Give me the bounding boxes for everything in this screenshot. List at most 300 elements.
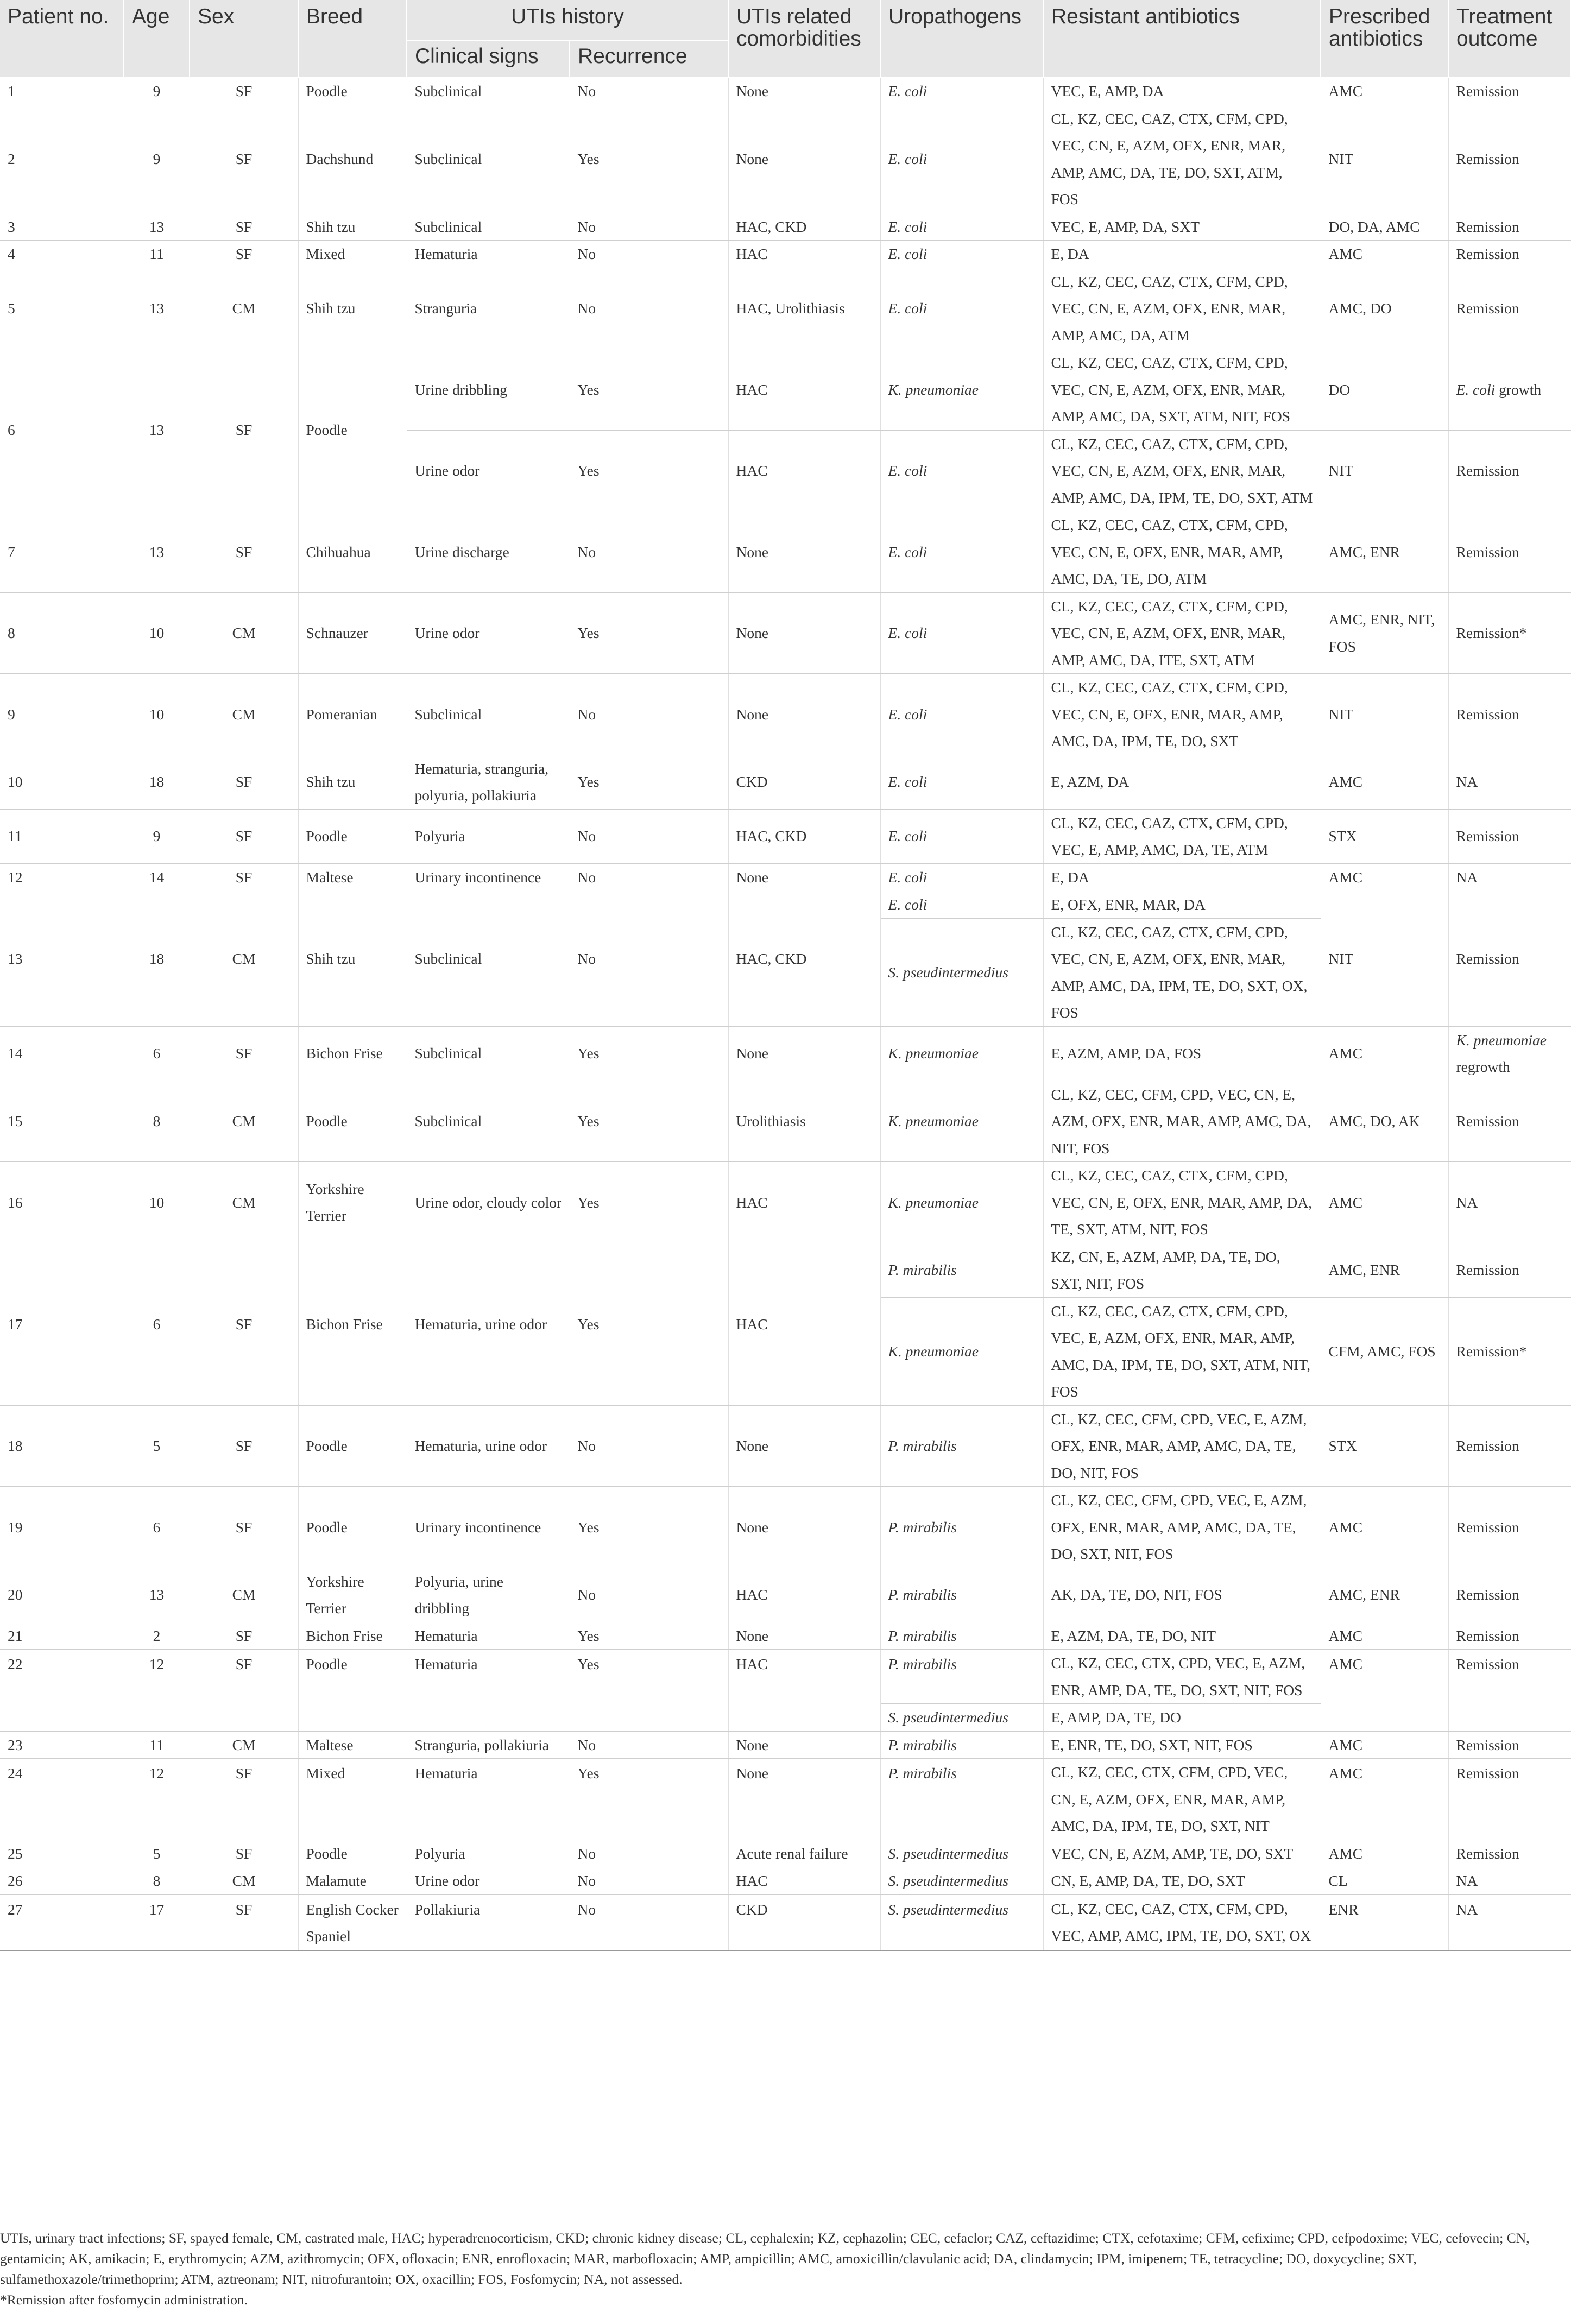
cell-comorbidities: None [728, 1731, 880, 1759]
cell-breed: Poodle [298, 77, 407, 105]
cell-resistant-antibiotics: CN, E, AMP, DA, TE, DO, SXT [1043, 1867, 1321, 1895]
cell-resistant-antibiotics: CL, KZ, CEC, CAZ, CTX, CFM, CPD, VEC, CN, E, AZM, OFX, ENR, MAR, AMP, AMC, DA, SXT, ATM, NIT, FOS [1043, 349, 1321, 431]
cell-treatment-outcome: Remission [1448, 105, 1571, 213]
table-row [0, 592, 1571, 674]
table-row [0, 1759, 1571, 1840]
table-row [0, 863, 1571, 891]
cell-uropathogen [880, 511, 1043, 593]
pathogen-name: K. pneumoniae [888, 1193, 979, 1211]
cell-breed: Chihuahua [298, 511, 407, 593]
cell-uropathogen [880, 349, 1043, 431]
cell-age: 11 [124, 1731, 190, 1759]
cell-clinical-signs: Hematuria [407, 1650, 570, 1732]
cell-patient-no: 27 [0, 1894, 124, 1950]
cell-treatment-outcome: NA [1448, 1162, 1571, 1243]
pathogen-name: E. coli [888, 245, 928, 262]
cell-recurrence: No [570, 77, 728, 105]
cell-age: 13 [124, 213, 190, 241]
cell-uropathogen [880, 1162, 1043, 1243]
cell-sex: SF [190, 809, 298, 863]
cell-clinical-signs: Subclinical [407, 77, 570, 105]
cell-comorbidities: None [728, 1759, 880, 1840]
cell-clinical-signs: Urinary incontinence [407, 1487, 570, 1568]
pathogen-name: K. pneumoniae [888, 1113, 979, 1129]
header-clinical-signs: Clinical signs [407, 40, 570, 77]
cell-patient-no: 23 [0, 1731, 124, 1759]
cell-clinical-signs: Hematuria [407, 241, 570, 268]
cell-resistant-antibiotics: VEC, CN, E, AZM, AMP, TE, DO, SXT [1043, 1840, 1321, 1867]
pathogen-name: P. mirabilis [888, 1627, 957, 1644]
cell-clinical-signs: Hematuria, stranguria, polyuria, pollakiuria [407, 755, 570, 809]
cell-patient-no: 5 [0, 268, 124, 349]
pathogen-name: S. pseudintermedius [888, 1872, 1009, 1889]
cell-recurrence: No [570, 1405, 728, 1487]
cell-recurrence: No [570, 241, 728, 268]
cell-uropathogen [880, 918, 1043, 1026]
cell-age: 6 [124, 1243, 190, 1405]
cell-resistant-antibiotics: E, AZM, DA, TE, DO, NIT [1043, 1622, 1321, 1650]
cell-comorbidities: None [728, 77, 880, 105]
cell-sex: SF [190, 1622, 298, 1650]
cell-comorbidities: HAC [728, 1650, 880, 1732]
cell-clinical-signs: Hematuria, urine odor [407, 1405, 570, 1487]
cell-breed: Malamute [298, 1867, 407, 1895]
cell-breed: Poodle [298, 809, 407, 863]
cell-uropathogen [880, 241, 1043, 268]
cell-resistant-antibiotics: CL, KZ, CEC, CAZ, CTX, CFM, CPD, VEC, E, AZM, OFX, ENR, MAR, AMP, AMC, DA, IPM, TE, DO, SXT, ATM, NIT, FOS [1043, 1297, 1321, 1405]
cell-sex: CM [190, 268, 298, 349]
pathogen-name: K. pneumoniae [888, 1342, 979, 1360]
cell-treatment-outcome: Remission [1448, 1622, 1571, 1650]
cell-patient-no: 9 [0, 674, 124, 755]
cell-age: 8 [124, 1867, 190, 1895]
cell-clinical-signs: Urine odor [407, 430, 570, 511]
cell-sex: CM [190, 1081, 298, 1162]
pathogen-name: S. pseudintermedius [888, 1709, 1009, 1726]
cell-resistant-antibiotics: CL, KZ, CEC, CFM, CPD, VEC, E, AZM, OFX, ENR, MAR, AMP, AMC, DA, TE, DO, SXT, NIT, FOS [1043, 1487, 1321, 1568]
cell-breed: Poodle [298, 1650, 407, 1732]
cell-treatment-outcome: Remission [1448, 1081, 1571, 1162]
cell-uropathogen [880, 674, 1043, 755]
cell-resistant-antibiotics: E, OFX, ENR, MAR, DA [1043, 891, 1321, 919]
cell-resistant-antibiotics: CL, KZ, CEC, CAZ, CTX, CFM, CPD, VEC, E, AMP, AMC, DA, TE, ATM [1043, 809, 1321, 863]
table-row [0, 1405, 1571, 1487]
cell-patient-no: 18 [0, 1405, 124, 1487]
cell-age: 5 [124, 1840, 190, 1867]
cell-recurrence: Yes [570, 105, 728, 213]
table-row [0, 1731, 1571, 1759]
table-row [0, 891, 1571, 919]
cell-recurrence: No [570, 863, 728, 891]
cell-sex: SF [190, 77, 298, 105]
cell-treatment-outcome: Remission [1448, 891, 1571, 1027]
cell-prescribed-antibiotics: AMC [1321, 1731, 1448, 1759]
cell-prescribed-antibiotics: NIT [1321, 105, 1448, 213]
cell-sex: SF [190, 863, 298, 891]
cell-age: 8 [124, 1081, 190, 1162]
cell-age: 6 [124, 1026, 190, 1081]
cell-resistant-antibiotics: E, AMP, DA, TE, DO [1043, 1704, 1321, 1732]
header-utis-history: UTIs history [407, 0, 728, 40]
cell-prescribed-antibiotics: ENR [1321, 1894, 1448, 1950]
cell-breed: Dachshund [298, 105, 407, 213]
cell-treatment-outcome [1448, 1026, 1571, 1081]
header-prescribed-antibiotics: Prescribed antibiotics [1321, 0, 1448, 77]
cell-comorbidities: None [728, 674, 880, 755]
cell-comorbidities: None [728, 1405, 880, 1487]
cell-uropathogen [880, 1405, 1043, 1487]
cell-prescribed-antibiotics: AMC [1321, 1487, 1448, 1568]
cell-age: 14 [124, 863, 190, 891]
cell-comorbidities: None [728, 1026, 880, 1081]
cell-patient-no: 24 [0, 1759, 124, 1840]
pathogen-name: P. mirabilis [888, 1765, 957, 1782]
pathogen-name: E. coli [888, 868, 928, 886]
cell-prescribed-antibiotics: AMC, ENR [1321, 1568, 1448, 1622]
cell-prescribed-antibiotics: AMC, ENR [1321, 511, 1448, 593]
cell-breed: Yorkshire Terrier [298, 1568, 407, 1622]
cell-recurrence: No [570, 1840, 728, 1867]
cell-resistant-antibiotics: CL, KZ, CEC, CTX, CPD, VEC, E, AZM, ENR, AMP, DA, TE, DO, SXT, NIT, FOS [1043, 1650, 1321, 1704]
cell-resistant-antibiotics: E, AZM, AMP, DA, FOS [1043, 1026, 1321, 1081]
cell-uropathogen [880, 1704, 1043, 1732]
cell-sex: SF [190, 1840, 298, 1867]
cell-breed: Mixed [298, 1759, 407, 1840]
cell-clinical-signs: Polyuria [407, 809, 570, 863]
cell-treatment-outcome: Remission [1448, 674, 1571, 755]
pathogen-name: E. coli [888, 462, 928, 479]
cell-uropathogen [880, 430, 1043, 511]
cell-prescribed-antibiotics: NIT [1321, 891, 1448, 1027]
cell-age: 11 [124, 241, 190, 268]
cell-breed: Shih tzu [298, 268, 407, 349]
cell-sex: SF [190, 213, 298, 241]
cell-patient-no: 19 [0, 1487, 124, 1568]
cell-resistant-antibiotics: CL, KZ, CEC, CAZ, CTX, CFM, CPD, VEC, CN, E, AZM, OFX, ENR, MAR, AMP, AMC, DA, TE, DO, SXT, ATM, FOS [1043, 105, 1321, 213]
cell-breed: Shih tzu [298, 213, 407, 241]
cell-comorbidities: HAC, Urolithiasis [728, 268, 880, 349]
pathogen-name: S. pseudintermedius [888, 963, 1009, 981]
abbreviations-note: UTIs, urinary tract infections; SF, spayed female, CM, castrated male, HAC; hyperadrenocorticism, CKD; chronic kidney disease; CL, cephalexin; KZ, cephazolin; CEC, cefaclor; CAZ, ceftazidime; CTX, cefotaxime; CFM, cefixime; CPD, cefpodoxime; VEC, cefovecin; CN, gentamicin; AK, amikacin; E, erythromycin; AZM, azithromycin; OFX, ofloxacin; ENR, enrofloxacin; MAR, marbofloxacin; AMP, ampicillin; AMC, amoxicillin/clavulanic acid; DA, clindamycin; IPM, imipenem; TE, tetracycline; DO, doxycycline; SXT, sulfamethoxazole/trimethoprim; ATM, aztreonam; NIT, nitrofurantoin; OX, oxacillin; FOS, Fosfomycin; NA, not assessed. [0, 2230, 1530, 2287]
pathogen-name: E. coli [888, 896, 928, 913]
cell-prescribed-antibiotics: CFM, AMC, FOS [1321, 1297, 1448, 1405]
cell-clinical-signs: Hematuria, urine odor [407, 1243, 570, 1405]
table-row [0, 1568, 1571, 1622]
cell-resistant-antibiotics: CL, KZ, CEC, CFM, CPD, VEC, E, AZM, OFX, ENR, MAR, AMP, AMC, DA, TE, DO, NIT, FOS [1043, 1405, 1321, 1487]
cell-uropathogen [880, 1622, 1043, 1650]
cell-recurrence: No [570, 511, 728, 593]
cell-sex: SF [190, 511, 298, 593]
cell-age: 13 [124, 511, 190, 593]
table-row [0, 213, 1571, 241]
cell-treatment-outcome: Remission [1448, 1487, 1571, 1568]
table-row [0, 1081, 1571, 1162]
table-row [0, 1867, 1571, 1895]
table-row [0, 77, 1571, 105]
cell-sex: SF [190, 1243, 298, 1405]
cell-prescribed-antibiotics: AMC [1321, 1622, 1448, 1650]
cell-clinical-signs: Urine discharge [407, 511, 570, 593]
cell-age: 12 [124, 1759, 190, 1840]
table-row [0, 755, 1571, 809]
cell-clinical-signs: Subclinical [407, 1026, 570, 1081]
cell-comorbidities: HAC [728, 1162, 880, 1243]
cell-uropathogen [880, 592, 1043, 674]
cell-prescribed-antibiotics: STX [1321, 809, 1448, 863]
cell-breed: Yorkshire Terrier [298, 1162, 407, 1243]
cell-sex: CM [190, 1731, 298, 1759]
cell-patient-no: 15 [0, 1081, 124, 1162]
cell-patient-no: 1 [0, 77, 124, 105]
header-treatment-outcome: Treatment outcome [1448, 0, 1571, 77]
cell-age: 17 [124, 1894, 190, 1950]
cell-patient-no: 25 [0, 1840, 124, 1867]
cell-clinical-signs: Stranguria, pollakiuria [407, 1731, 570, 1759]
cell-resistant-antibiotics: CL, KZ, CEC, CAZ, CTX, CFM, CPD, VEC, CN, E, AZM, OFX, ENR, MAR, AMP, AMC, DA, IPM, TE, DO, SXT, ATM [1043, 430, 1321, 511]
cell-resistant-antibiotics: CL, KZ, CEC, CTX, CFM, CPD, VEC, CN, E, AZM, OFX, ENR, MAR, AMP, AMC, DA, IPM, TE, DO, SXT, NIT [1043, 1759, 1321, 1840]
cell-uropathogen [880, 809, 1043, 863]
cell-uropathogen [880, 268, 1043, 349]
cell-treatment-outcome: Remission [1448, 1405, 1571, 1487]
cell-clinical-signs: Urine odor [407, 1867, 570, 1895]
cell-sex: CM [190, 891, 298, 1027]
header-breed: Breed [298, 0, 407, 77]
cell-uropathogen [880, 1731, 1043, 1759]
cell-uropathogen [880, 1081, 1043, 1162]
cell-treatment-outcome: Remission [1448, 1568, 1571, 1622]
cell-age: 9 [124, 77, 190, 105]
header-comorbidities: UTIs related comorbidities [728, 0, 880, 77]
cell-breed: Shih tzu [298, 755, 407, 809]
cell-recurrence: Yes [570, 755, 728, 809]
cell-resistant-antibiotics: KZ, CN, E, AZM, AMP, DA, TE, DO, SXT, NIT, FOS [1043, 1243, 1321, 1297]
cell-prescribed-antibiotics: AMC [1321, 1840, 1448, 1867]
cell-breed: Shih tzu [298, 891, 407, 1027]
cell-comorbidities: None [728, 1487, 880, 1568]
cell-breed: Maltese [298, 863, 407, 891]
cell-resistant-antibiotics: E, DA [1043, 863, 1321, 891]
table-row [0, 349, 1571, 431]
header-uropathogens: Uropathogens [880, 0, 1043, 77]
cell-comorbidities: HAC [728, 349, 880, 431]
pathogen-name: P. mirabilis [888, 1437, 957, 1454]
cell-patient-no: 26 [0, 1867, 124, 1895]
cell-prescribed-antibiotics: AMC [1321, 863, 1448, 891]
pathogen-name: E. coli [888, 150, 928, 167]
cell-patient-no: 17 [0, 1243, 124, 1405]
cell-patient-no: 12 [0, 863, 124, 891]
pathogen-name: E. coli [888, 773, 928, 791]
cell-breed: Poodle [298, 1405, 407, 1487]
cell-patient-no: 4 [0, 241, 124, 268]
table-row [0, 1894, 1571, 1950]
table-row [0, 511, 1571, 593]
cell-recurrence: Yes [570, 1026, 728, 1081]
cell-patient-no: 6 [0, 349, 124, 511]
cell-uropathogen [880, 1487, 1043, 1568]
cell-sex: SF [190, 1650, 298, 1732]
cell-sex: SF [190, 1894, 298, 1950]
cell-uropathogen [880, 1243, 1043, 1297]
cell-prescribed-antibiotics: AMC [1321, 77, 1448, 105]
cell-recurrence: No [570, 1568, 728, 1622]
table-row [0, 1243, 1571, 1297]
cell-breed: Poodle [298, 1081, 407, 1162]
cell-sex: SF [190, 1026, 298, 1081]
cell-sex: CM [190, 1162, 298, 1243]
pathogen-name: P. mirabilis [888, 1261, 957, 1279]
cell-breed: Poodle [298, 1487, 407, 1568]
pathogen-name: E. coli [888, 624, 928, 641]
cell-prescribed-antibiotics: AMC [1321, 1759, 1448, 1840]
cell-uropathogen [880, 1568, 1043, 1622]
cell-recurrence: No [570, 674, 728, 755]
cell-sex: CM [190, 674, 298, 755]
cell-patient-no: 13 [0, 891, 124, 1027]
cell-prescribed-antibiotics: AMC [1321, 241, 1448, 268]
table-row [0, 1162, 1571, 1243]
table-footnote [0, 2228, 1564, 2310]
cell-uropathogen [880, 1026, 1043, 1081]
cell-patient-no: 20 [0, 1568, 124, 1622]
cell-recurrence: No [570, 1894, 728, 1950]
cell-prescribed-antibiotics: DO [1321, 349, 1448, 431]
cell-patient-no: 11 [0, 809, 124, 863]
table-row [0, 1650, 1571, 1704]
cell-recurrence: No [570, 809, 728, 863]
cell-comorbidities: Urolithiasis [728, 1081, 880, 1162]
pathogen-name: E. coli [888, 300, 928, 317]
cell-patient-no: 21 [0, 1622, 124, 1650]
pathogen-name: P. mirabilis [888, 1736, 957, 1753]
cell-clinical-signs: Hematuria [407, 1759, 570, 1840]
cell-age: 2 [124, 1622, 190, 1650]
cell-age: 10 [124, 592, 190, 674]
cell-recurrence: Yes [570, 1243, 728, 1405]
cell-resistant-antibiotics: E, ENR, TE, DO, SXT, NIT, FOS [1043, 1731, 1321, 1759]
cell-treatment-outcome: Remission [1448, 268, 1571, 349]
cell-uropathogen [880, 1867, 1043, 1895]
cell-treatment-outcome: Remission [1448, 1731, 1571, 1759]
cell-recurrence: No [570, 1731, 728, 1759]
cell-comorbidities: None [728, 511, 880, 593]
cell-clinical-signs: Subclinical [407, 213, 570, 241]
cell-clinical-signs: Pollakiuria [407, 1894, 570, 1950]
cell-resistant-antibiotics: CL, KZ, CEC, CAZ, CTX, CFM, CPD, VEC, CN, E, OFX, ENR, MAR, AMP, AMC, DA, IPM, TE, DO, SXT [1043, 674, 1321, 755]
cell-breed: Bichon Frise [298, 1026, 407, 1081]
cell-prescribed-antibiotics: AMC, DO [1321, 268, 1448, 349]
cell-patient-no: 3 [0, 213, 124, 241]
cell-uropathogen [880, 1840, 1043, 1867]
cell-clinical-signs: Urinary incontinence [407, 863, 570, 891]
cell-breed: Bichon Frise [298, 1622, 407, 1650]
cell-resistant-antibiotics: VEC, E, AMP, DA, SXT [1043, 213, 1321, 241]
pathogen-name: E. coli [888, 83, 928, 99]
asterisk-note: *Remission after fosfomycin administration. [0, 2292, 248, 2308]
cell-sex: CM [190, 1867, 298, 1895]
cell-recurrence: No [570, 213, 728, 241]
cell-treatment-outcome: Remission [1448, 511, 1571, 593]
cell-clinical-signs: Hematuria [407, 1622, 570, 1650]
cell-resistant-antibiotics: CL, KZ, CEC, CFM, CPD, VEC, CN, E, AZM, OFX, ENR, MAR, AMP, AMC, DA, NIT, FOS [1043, 1081, 1321, 1162]
cell-clinical-signs: Subclinical [407, 1081, 570, 1162]
cell-age: 6 [124, 1487, 190, 1568]
cell-patient-no: 7 [0, 511, 124, 593]
cell-prescribed-antibiotics: NIT [1321, 674, 1448, 755]
header-sex: Sex [190, 0, 298, 77]
cell-treatment-outcome: Remission [1448, 77, 1571, 105]
cell-age: 13 [124, 1568, 190, 1622]
table-row [0, 241, 1571, 268]
cell-treatment-outcome: Remission [1448, 1650, 1571, 1732]
cell-age: 9 [124, 809, 190, 863]
cell-prescribed-antibiotics: AMC, ENR, NIT, FOS [1321, 592, 1448, 674]
cell-breed: Maltese [298, 1731, 407, 1759]
cell-prescribed-antibiotics: AMC [1321, 1026, 1448, 1081]
cell-patient-no: 10 [0, 755, 124, 809]
cell-treatment-outcome: Remission [1448, 1840, 1571, 1867]
cell-treatment-outcome: NA [1448, 1867, 1571, 1895]
cell-treatment-outcome: NA [1448, 1894, 1571, 1950]
cell-comorbidities: Acute renal failure [728, 1840, 880, 1867]
cell-sex: CM [190, 1568, 298, 1622]
cell-clinical-signs: Urine odor [407, 592, 570, 674]
cell-recurrence: Yes [570, 1162, 728, 1243]
cell-treatment-outcome: Remission [1448, 1243, 1571, 1297]
cell-patient-no: 22 [0, 1650, 124, 1732]
cell-prescribed-antibiotics: AMC [1321, 1650, 1448, 1732]
cell-prescribed-antibiotics: CL [1321, 1867, 1448, 1895]
header-resistant-antibiotics: Resistant antibiotics [1043, 0, 1321, 77]
cell-treatment-outcome: Remission* [1448, 1297, 1571, 1405]
cell-prescribed-antibiotics: AMC, ENR [1321, 1243, 1448, 1297]
cell-comorbidities: HAC, CKD [728, 891, 880, 1027]
cell-comorbidities: HAC [728, 1867, 880, 1895]
table-row [0, 809, 1571, 863]
cell-resistant-antibiotics: E, AZM, DA [1043, 755, 1321, 809]
cell-recurrence: Yes [570, 1622, 728, 1650]
cell-treatment-outcome: Remission [1448, 241, 1571, 268]
cell-sex: SF [190, 1759, 298, 1840]
pathogen-name: S. pseudintermedius [888, 1845, 1009, 1862]
cell-resistant-antibiotics: CL, KZ, CEC, CAZ, CTX, CFM, CPD, VEC, CN, E, AZM, OFX, ENR, MAR, AMP, AMC, DA, ITE, SXT, ATM [1043, 592, 1321, 674]
table-row [0, 268, 1571, 349]
cell-treatment-outcome: Remission [1448, 809, 1571, 863]
outcome-pathogen: K. pneumoniae [1456, 1031, 1547, 1049]
cell-treatment-outcome: Remission [1448, 430, 1571, 511]
cell-uropathogen [880, 1759, 1043, 1840]
cell-comorbidities: None [728, 592, 880, 674]
cell-uropathogen [880, 1297, 1043, 1405]
cell-uropathogen [880, 891, 1043, 919]
cell-clinical-signs: Subclinical [407, 891, 570, 1027]
cell-prescribed-antibiotics: DO, DA, AMC [1321, 213, 1448, 241]
cell-clinical-signs: Polyuria, urine dribbling [407, 1568, 570, 1622]
cell-clinical-signs: Urine odor, cloudy color [407, 1162, 570, 1243]
cell-recurrence: No [570, 268, 728, 349]
cell-patient-no: 2 [0, 105, 124, 213]
cell-recurrence: No [570, 1867, 728, 1895]
cell-resistant-antibiotics: CL, KZ, CEC, CAZ, CTX, CFM, CPD, VEC, CN, E, OFX, ENR, MAR, AMP, DA, TE, SXT, ATM, NIT, FOS [1043, 1162, 1321, 1243]
cell-treatment-outcome: Remission [1448, 213, 1571, 241]
cell-comorbidities: CKD [728, 755, 880, 809]
cell-age: 10 [124, 1162, 190, 1243]
cell-uropathogen [880, 755, 1043, 809]
cell-treatment-outcome: NA [1448, 863, 1571, 891]
cell-treatment-outcome: NA [1448, 755, 1571, 809]
cell-resistant-antibiotics: CL, KZ, CEC, CAZ, CTX, CFM, CPD, VEC, CN, E, AZM, OFX, ENR, MAR, AMP, AMC, DA, ATM [1043, 268, 1321, 349]
cell-age: 12 [124, 1650, 190, 1732]
